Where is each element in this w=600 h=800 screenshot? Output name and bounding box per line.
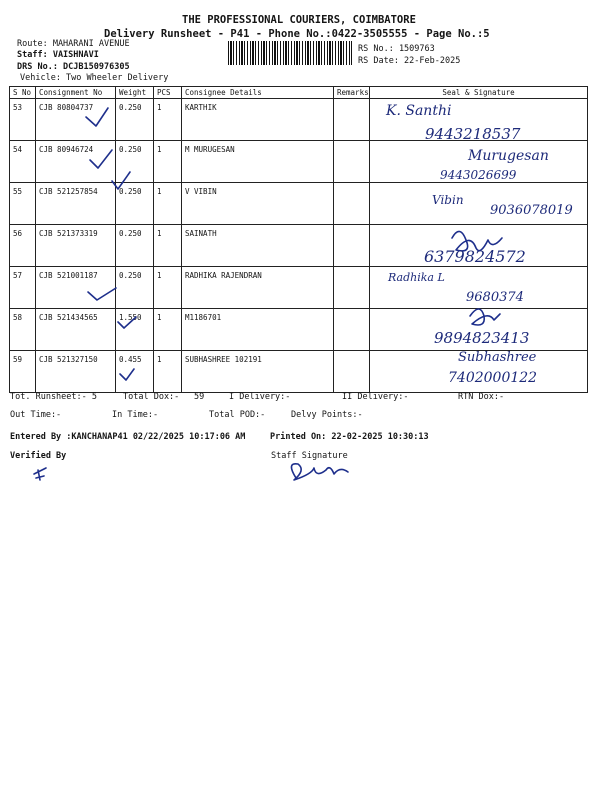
row-pcs: 1 xyxy=(154,183,182,225)
out-time: Out Time:- xyxy=(10,410,62,420)
row-consignment: CJB 521434565 xyxy=(36,309,116,351)
row-weight: 0.455 xyxy=(116,351,154,393)
total-dox-label: Total Dox:- xyxy=(123,392,180,402)
row-consignment: CJB 80946724 xyxy=(36,141,116,183)
handwritten-name: Subhashree xyxy=(458,350,537,365)
row-sno: 57 xyxy=(10,267,36,309)
company-title: THE PROFESSIONAL COURIERS, COIMBATORE xyxy=(182,14,416,26)
col-remarks: Remarks xyxy=(334,87,370,99)
col-weight: Weight xyxy=(116,87,154,99)
row-consignee: M MURUGESAN xyxy=(182,141,334,183)
rs-number: RS No.: 1509763 xyxy=(358,44,435,54)
printed-on: Printed On: 22-02-2025 10:30:13 xyxy=(270,432,429,442)
tick-mark xyxy=(86,108,108,126)
staff-field: Staff: VAISHNAVI xyxy=(17,50,99,60)
row-consignment: CJB 521327150 xyxy=(36,351,116,393)
col-sno: S No xyxy=(10,87,36,99)
col-details: Consignee Details xyxy=(182,87,334,99)
total-pod: Total POD:- xyxy=(209,410,266,420)
route-field: Route: MAHARANI AVENUE xyxy=(17,39,130,49)
row-weight: 1.550 xyxy=(116,309,154,351)
handwritten-phone: 9680374 xyxy=(466,290,524,305)
col-seal: Seal & Signature xyxy=(370,87,588,99)
row-consignee: SAINATH xyxy=(182,225,334,267)
staff-signature-label: Staff Signature xyxy=(271,451,348,461)
ii-delivery: II Delivery:- xyxy=(342,392,409,402)
handwritten-phone: 6379824572 xyxy=(424,247,526,266)
row-sno: 59 xyxy=(10,351,36,393)
row-sno: 53 xyxy=(10,99,36,141)
row-weight: 0.250 xyxy=(116,225,154,267)
row-weight: 0.250 xyxy=(116,267,154,309)
rs-date: RS Date: 22-Feb-2025 xyxy=(358,56,461,66)
row-consignment: CJB 80804737 xyxy=(36,99,116,141)
row-pcs: 1 xyxy=(154,309,182,351)
total-dox-value: 59 xyxy=(194,392,205,402)
tick-mark xyxy=(112,172,130,189)
handwritten-phone: 7402000122 xyxy=(448,370,538,386)
runsheet-subtitle: Delivery Runsheet - P41 - Phone No.:0422-3505555 - Page No.:5 xyxy=(104,28,490,40)
handwritten-phone: 9443218537 xyxy=(425,125,521,143)
row-weight: 0.250 xyxy=(116,183,154,225)
row-weight: 0.250 xyxy=(116,141,154,183)
vehicle-field: Vehicle: Two Wheeler Delivery xyxy=(20,73,169,83)
drs-field: DRS No.: DCJB150976305 xyxy=(17,62,130,72)
in-time: In Time:- xyxy=(112,410,159,420)
row-pcs: 1 xyxy=(154,141,182,183)
verified-by-label: Verified By xyxy=(10,451,67,461)
signature-scribble-58 xyxy=(470,309,500,325)
row-sno: 55 xyxy=(10,183,36,225)
row-consignment: CJB 521001187 xyxy=(36,267,116,309)
row-consignee: V VIBIN xyxy=(182,183,334,225)
row-consignee: SUBHASHREE 102191 xyxy=(182,351,334,393)
row-consignee: RADHIKA RAJENDRAN xyxy=(182,267,334,309)
row-pcs: 1 xyxy=(154,99,182,141)
row-sno: 56 xyxy=(10,225,36,267)
row-pcs: 1 xyxy=(154,225,182,267)
col-consignment: Consignment No xyxy=(36,87,116,99)
row-sno: 54 xyxy=(10,141,36,183)
row-consignment: CJB 521373319 xyxy=(36,225,116,267)
entered-by: Entered By :KANCHANAP41 02/22/2025 10:17:06 AM xyxy=(10,432,246,442)
row-pcs: 1 xyxy=(154,351,182,393)
handwritten-phone: 9894823413 xyxy=(434,329,530,347)
row-weight: 0.250 xyxy=(116,99,154,141)
staff-signature-mark xyxy=(291,464,348,480)
handwritten-phone: 9036078019 xyxy=(490,203,573,218)
col-pcs: PCS xyxy=(154,87,182,99)
row-consignee: KARTHIK xyxy=(182,99,334,141)
handwritten-phone: 9443026699 xyxy=(440,168,517,182)
handwritten-name: Vibin xyxy=(432,193,464,207)
row-sno: 58 xyxy=(10,309,36,351)
delvy-points: Delvy Points:- xyxy=(291,410,363,420)
tick-mark xyxy=(120,369,134,380)
tick-mark xyxy=(118,317,136,328)
tick-mark xyxy=(90,150,112,168)
handwritten-name: Radhika L xyxy=(388,271,445,284)
row-consignment: CJB 521257854 xyxy=(36,183,116,225)
tot-runsheet: Tot. Runsheet:- 5 xyxy=(10,392,97,402)
handwritten-name: Murugesan xyxy=(468,148,549,164)
handwritten-name: K. Santhi xyxy=(386,103,452,119)
i-delivery: I Delivery:- xyxy=(229,392,291,402)
row-consignee: M1186701 xyxy=(182,309,334,351)
tick-mark xyxy=(88,288,116,300)
row-pcs: 1 xyxy=(154,267,182,309)
verified-by-mark xyxy=(34,468,46,480)
rtn-dox: RTN Dox:- xyxy=(458,392,505,402)
